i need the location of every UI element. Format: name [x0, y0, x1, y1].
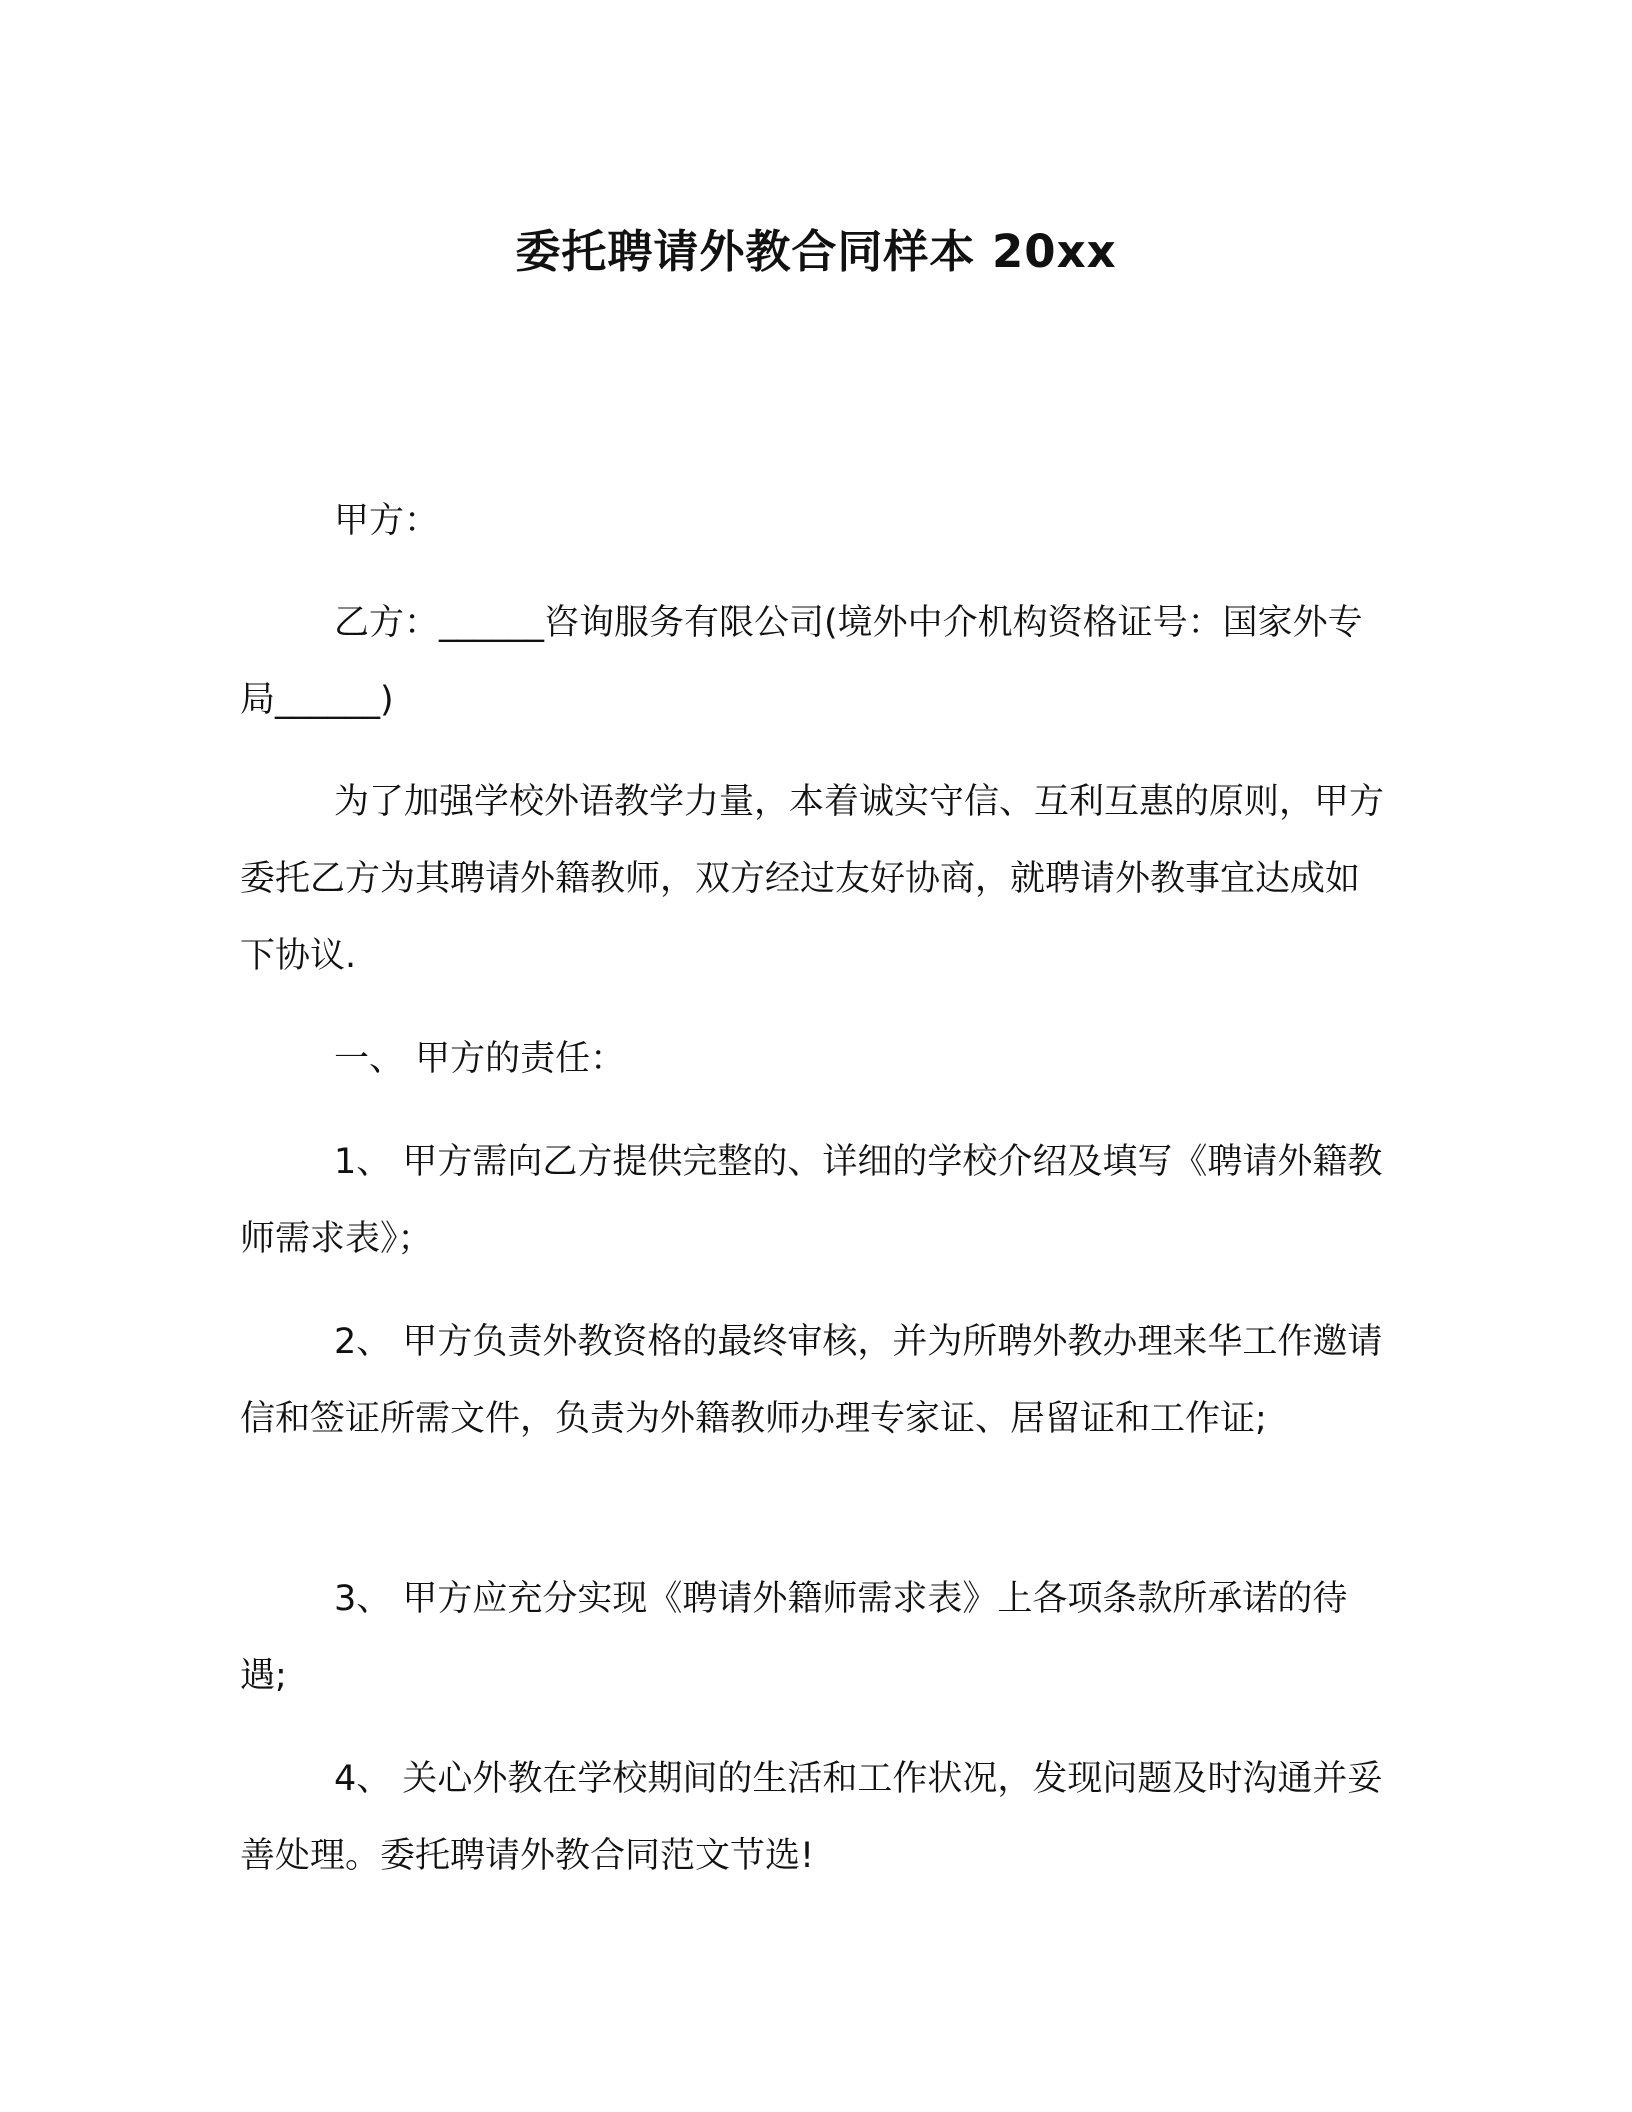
party-a-line: 甲方：: [334, 501, 440, 541]
clause-item-2: 2、 甲方负责外教资格的最终审核，并为所聘外教办理来华工作邀请信和签证所需文件，负责为外籍教师办理专家证、居留证和工作证;: [240, 1322, 1383, 1439]
document-title: 委托聘请外教合同样本 20xx: [515, 225, 1117, 278]
party-b-line: 乙方：______咨询服务有限公司(境外中介机构资格证号：国家外专局______): [240, 603, 1363, 720]
section-heading-party-a-duties: 一、 甲方的责任：: [334, 1039, 626, 1079]
clause-item-1: 1、 甲方需向乙方提供完整的、详细的学校介绍及填写《聘请外籍教师需求表》；: [240, 1142, 1383, 1259]
clause-item-4: 4、 关心外教在学校期间的生活和工作状况，发现问题及时沟通并妥善处理。委托聘请外教合同范文节选!: [240, 1759, 1383, 1876]
clause-item-3: 3、 甲方应充分实现《聘请外籍师需求表》上各项条款所承诺的待遇;: [240, 1579, 1348, 1696]
purpose-paragraph: 为了加强学校外语教学力量，本着诚实守信、互利互惠的原则，甲方委托乙方为其聘请外籍教师，双方经过友好协商，就聘请外教事宜达成如下协议.: [240, 782, 1385, 976]
